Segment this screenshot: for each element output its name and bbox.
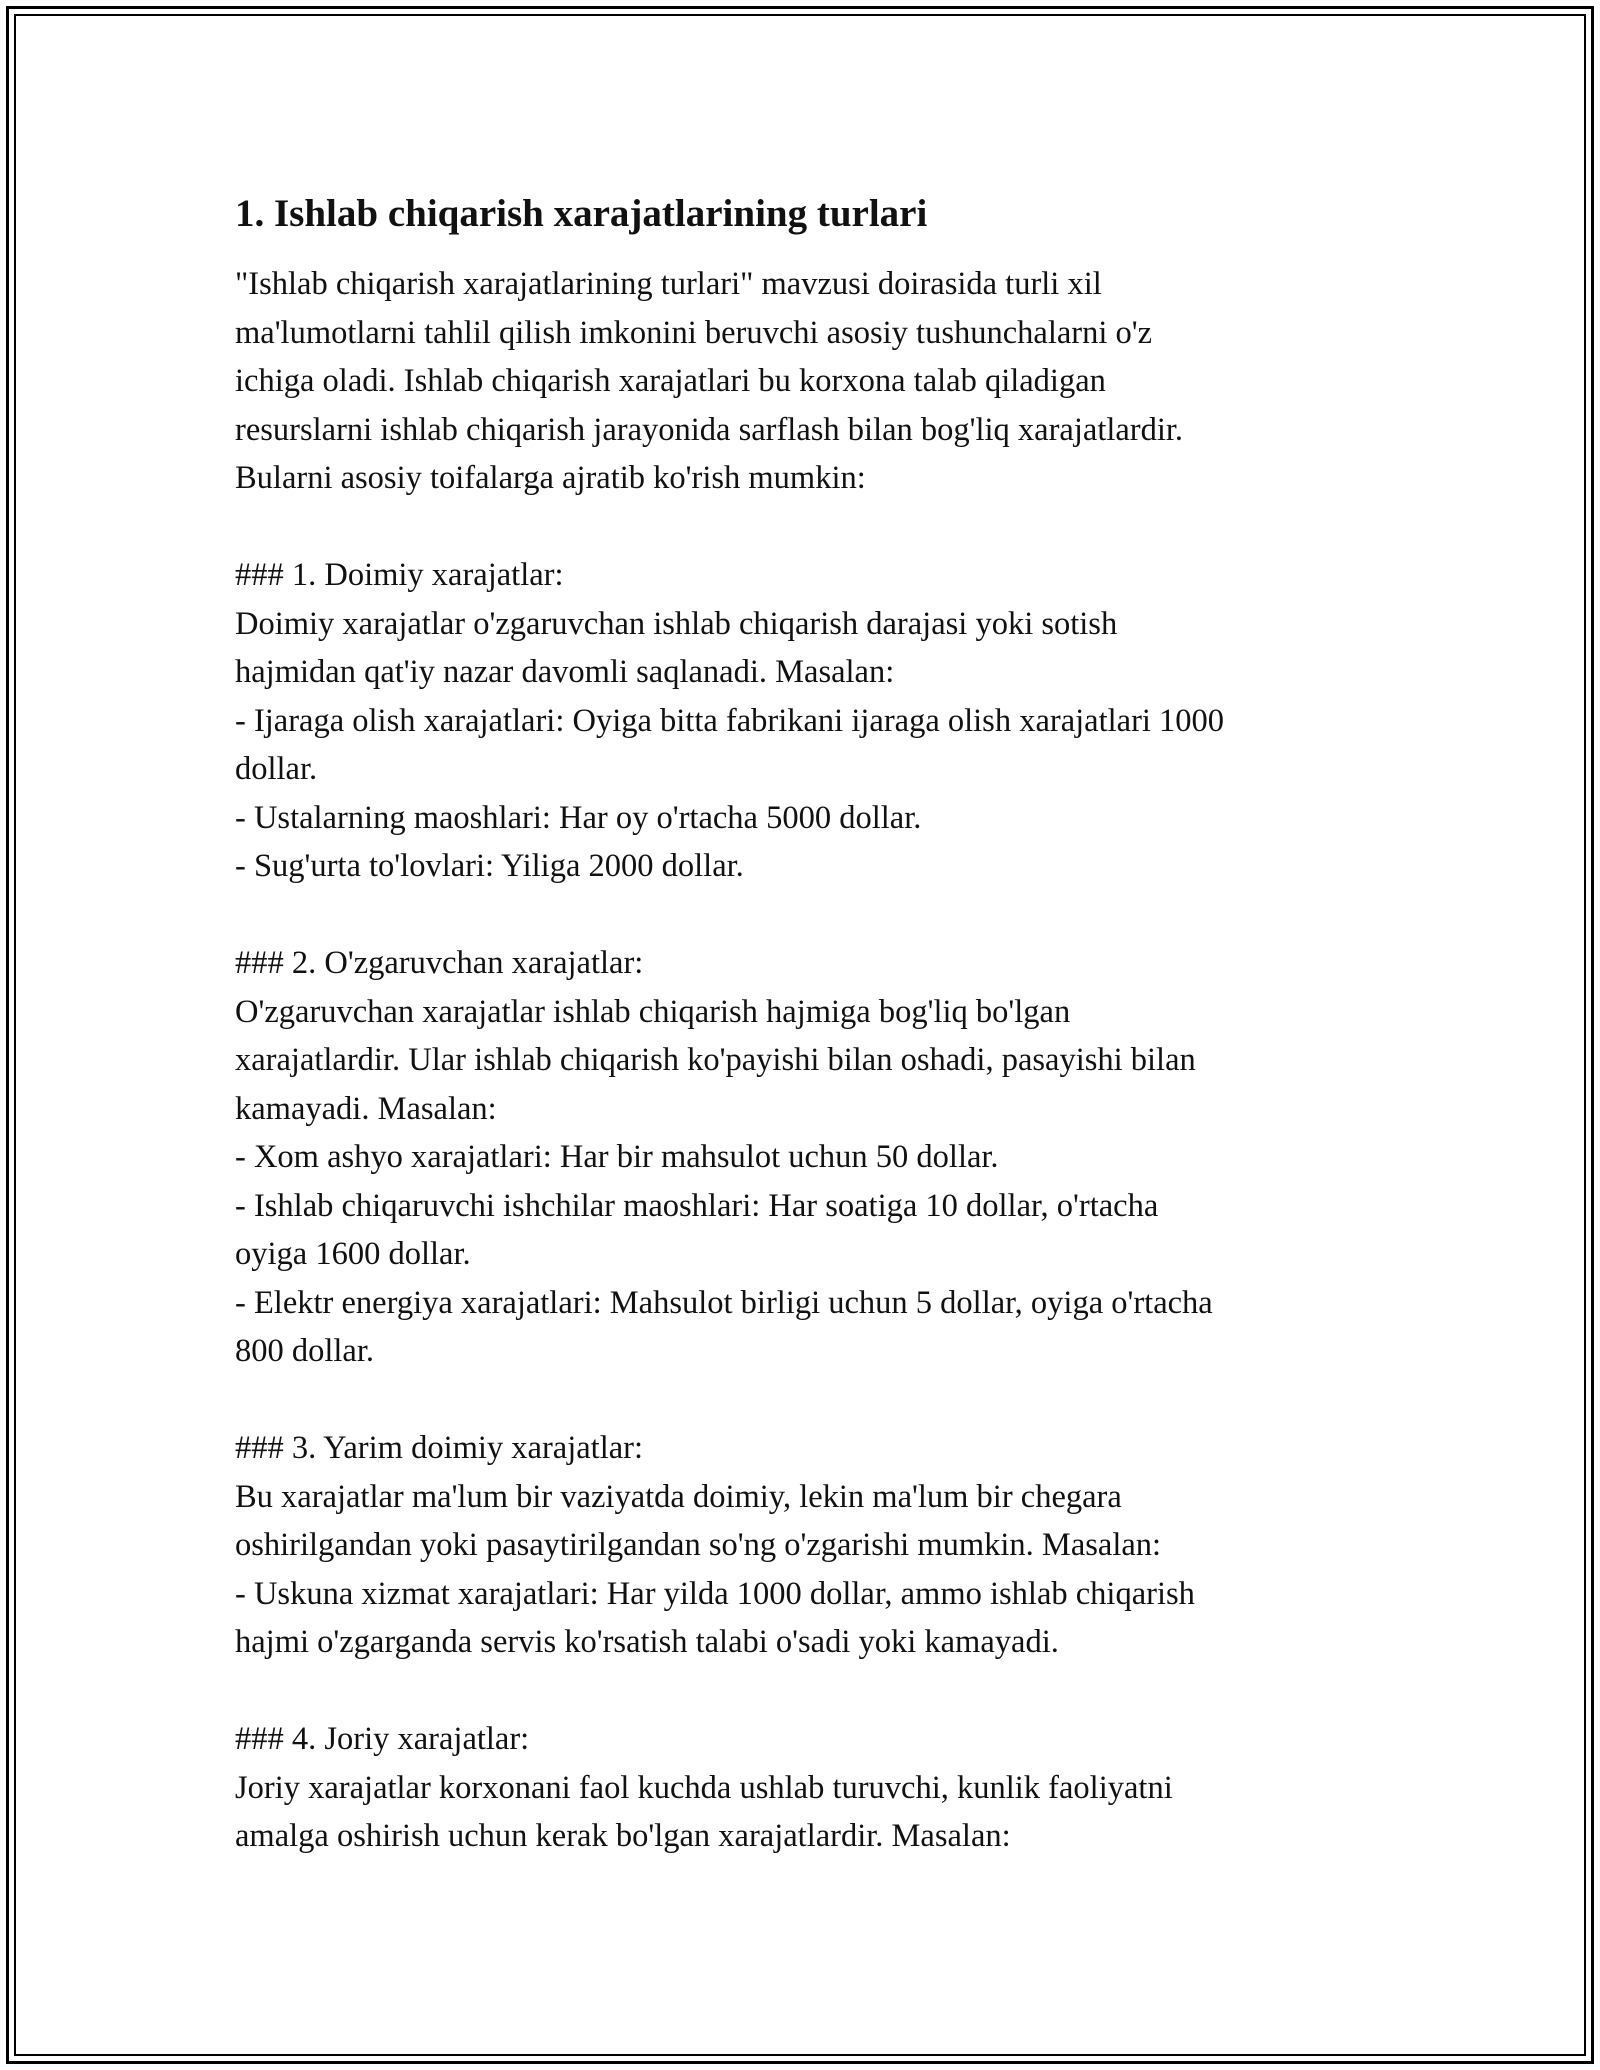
section-line: - Elektr energiya xarajatlari: Mahsulot birligi uchun 5 dollar, oyiga o'rtacha bbox=[235, 1284, 1213, 1321]
intro-line: ichiga oladi. Ishlab chiqarish xarajatlari bu korxona talab qiladigan bbox=[235, 363, 1106, 399]
section-line: amalga oshirish uchun kerak bo'lgan xarajatlardir. Masalan: bbox=[235, 1818, 1011, 1854]
section-line: - Sug'urta to'lovlari: Yiliga 2000 dollar. bbox=[235, 848, 744, 884]
intro-line: Bularni asosiy toifalarga ajratib ko'rish mumkin: bbox=[235, 460, 866, 496]
paragraph-gap bbox=[235, 1376, 1375, 1425]
section-heading: ### 4. Joriy xarajatlar: bbox=[235, 1721, 530, 1757]
section-line: - Ustalarning maoshlari: Har oy o'rtacha 5000 dollar. bbox=[235, 799, 922, 836]
document-title: 1. Ishlab chiqarish xarajatlarining turlari bbox=[235, 192, 928, 235]
section-line: Doimiy xarajatlar o'zgaruvchan ishlab chiqarish darajasi yoki sotish bbox=[235, 605, 1118, 642]
document-body bbox=[235, 188, 1375, 1861]
intro-line: "Ishlab chiqarish xarajatlarining turlari" mavzusi doirasida turli xil bbox=[235, 266, 1102, 302]
section-line: hajmi o'zgarganda servis ko'rsatish talabi o'sadi yoki kamayadi. bbox=[235, 1624, 1059, 1660]
paragraph-gap bbox=[235, 891, 1375, 940]
paragraph-gap bbox=[235, 1667, 1375, 1716]
section-line: Joriy xarajatlar korxonani faol kuchda ushlab turuvchi, kunlik faoliyatni bbox=[235, 1769, 1173, 1806]
intro-paragraph bbox=[235, 260, 1375, 503]
section-line: - Xom ashyo xarajatlari: Har bir mahsulot uchun 50 dollar. bbox=[235, 1139, 999, 1175]
section-line: 800 dollar. bbox=[235, 1333, 375, 1369]
section-joriy bbox=[235, 1715, 1375, 1861]
section-heading: ### 2. O'zgaruvchan xarajatlar: bbox=[235, 945, 644, 981]
paragraph-gap bbox=[235, 503, 1375, 552]
section-yarim-doimiy bbox=[235, 1424, 1375, 1667]
section-line: oyiga 1600 dollar. bbox=[235, 1236, 471, 1272]
section-heading: ### 1. Doimiy xarajatlar: bbox=[235, 557, 564, 593]
section-line: O'zgaruvchan xarajatlar ishlab chiqarish hajmiga bog'liq bo'lgan bbox=[235, 993, 1071, 1030]
section-line: dollar. bbox=[235, 751, 318, 787]
section-line: oshirilgandan yoki pasaytirilgandan so'ng o'zgarishi mumkin. Masalan: bbox=[235, 1527, 1162, 1563]
section-line: - Ijaraga olish xarajatlari: Oyiga bitta fabrikani ijaraga olish xarajatlari 1000 bbox=[235, 702, 1225, 739]
section-line: xarajatlardir. Ular ishlab chiqarish ko'payishi bilan oshadi, pasayishi bilan bbox=[235, 1042, 1196, 1078]
intro-line: resurslarni ishlab chiqarish jarayonida sarflash bilan bog'liq xarajatlardir. bbox=[235, 411, 1184, 448]
section-line: kamayadi. Masalan: bbox=[235, 1090, 497, 1127]
section-doimiy bbox=[235, 551, 1375, 891]
section-line: Bu xarajatlar ma'lum bir vaziyatda doimiy, lekin ma'lum bir chegara bbox=[235, 1478, 1122, 1515]
section-ozgaruvchan bbox=[235, 939, 1375, 1376]
section-line: - Uskuna xizmat xarajatlari: Har yilda 1000 dollar, ammo ishlab chiqarish bbox=[235, 1575, 1195, 1612]
section-line: hajmidan qat'iy nazar davomli saqlanadi. Masalan: bbox=[235, 654, 895, 690]
section-line: - Ishlab chiqaruvchi ishchilar maoshlari: Har soatiga 10 dollar, o'rtacha bbox=[235, 1187, 1159, 1224]
intro-line: ma'lumotlarni tahlil qilish imkonini beruvchi asosiy tushunchalarni o'z bbox=[235, 314, 1153, 351]
section-heading: ### 3. Yarim doimiy xarajatlar: bbox=[235, 1430, 643, 1466]
